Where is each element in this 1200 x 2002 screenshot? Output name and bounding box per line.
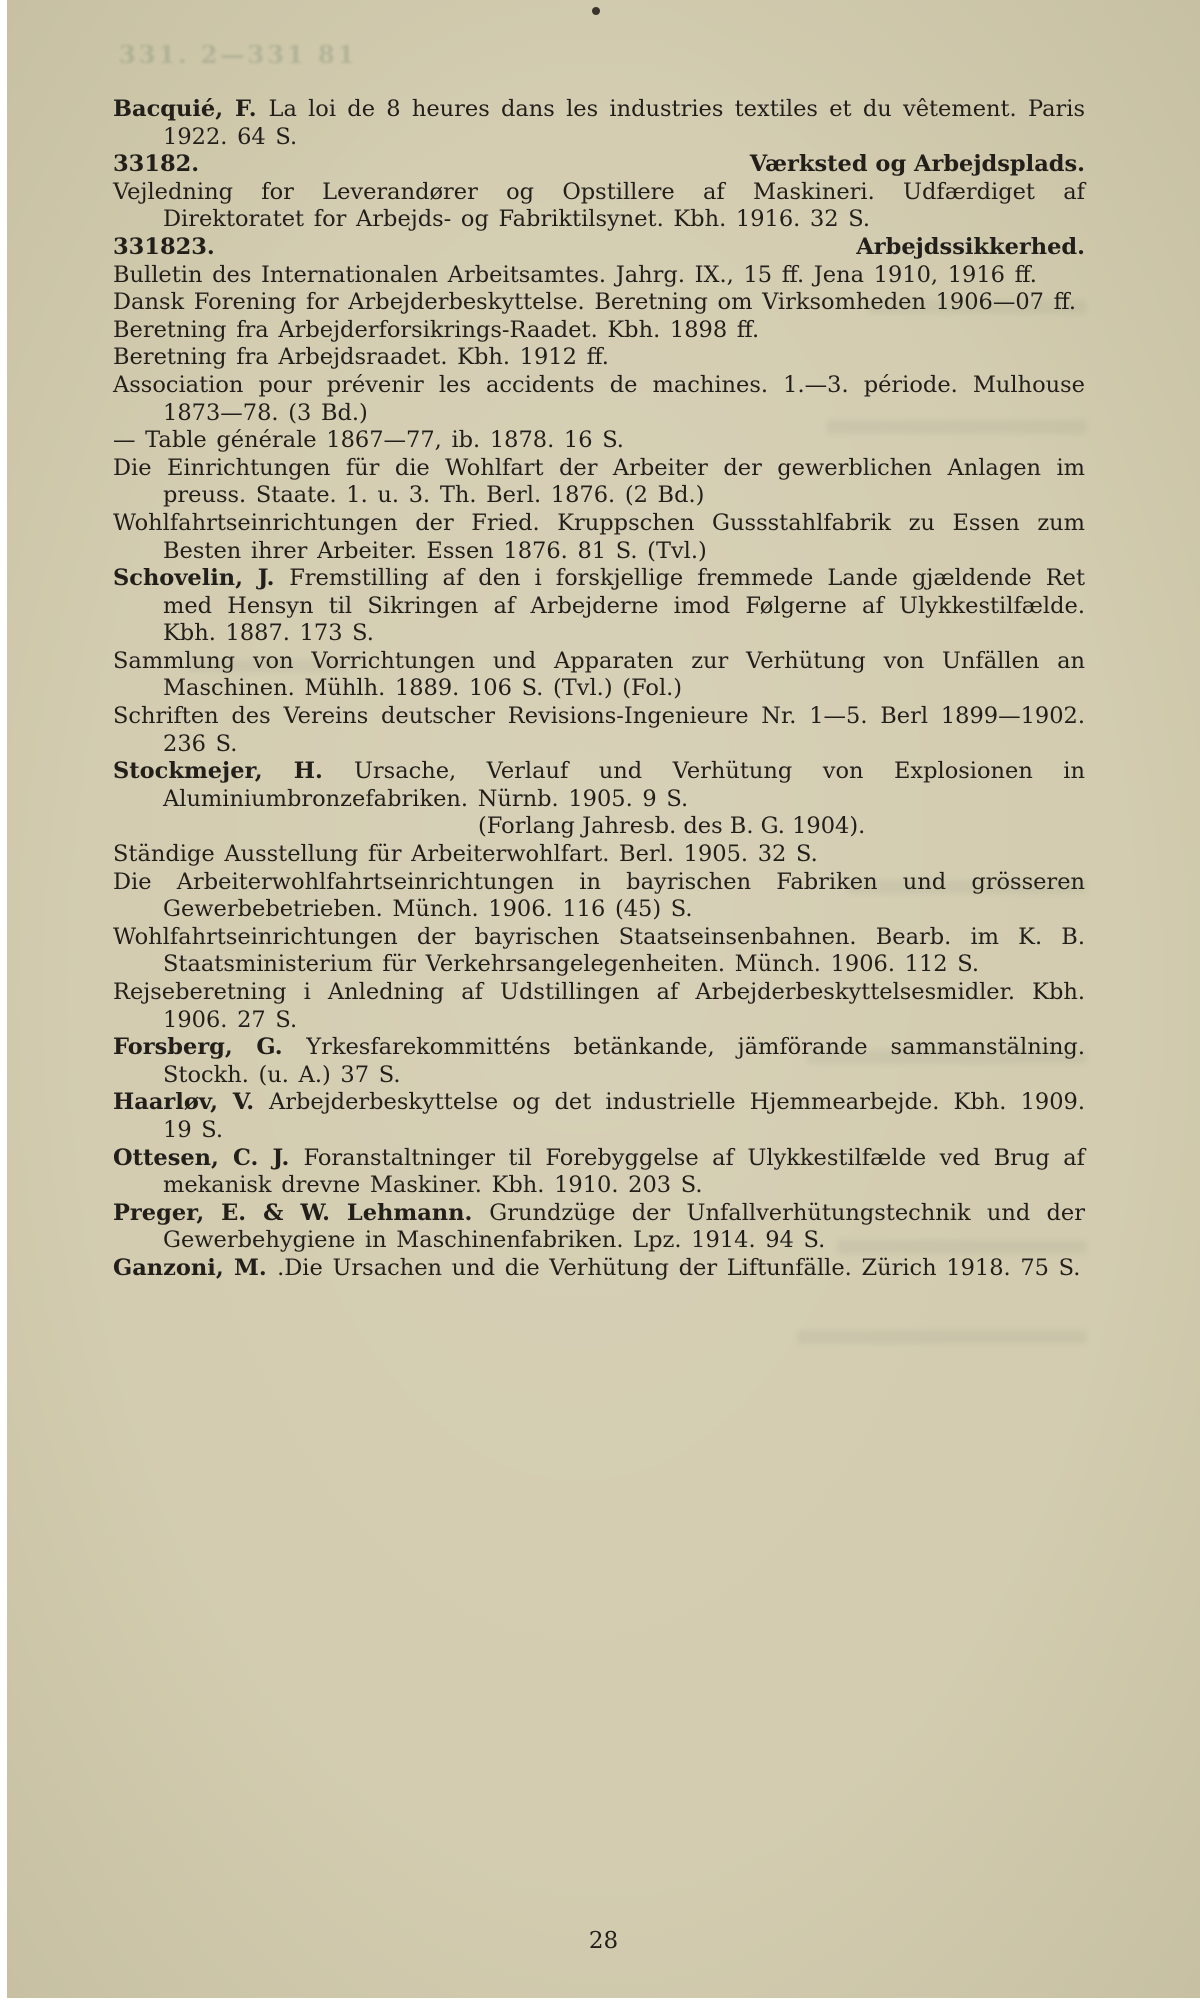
entry-note: (Forlang Jahresb. des B. G. 1904).	[478, 813, 866, 840]
entry-author: Forsberg, G.	[113, 1034, 307, 1061]
bib-entry: Bulletin des Internationalen Arbeitsamtes. Jahrg. IX., 15 ff. Jena 1910, 1916 ff.	[113, 261, 1037, 288]
bib-entry: Dansk Forening for Arbejderbeskyttelse. Beretning om Virksomheden 1906—07 ff.	[113, 289, 1076, 316]
bib-entry: Beretning fra Arbejderforsikrings-Raadet. Kbh. 1898 ff.	[113, 316, 760, 343]
bib-entry: Bacquié, F. La loi de 8 heures dans les industries textiles et du vêtement. Paris 1922. 64 S.	[113, 96, 1085, 150]
entry-author: Ottesen, C. J.	[113, 1144, 304, 1171]
ghost-mark	[797, 1330, 1087, 1344]
bib-entry: Beretning fra Arbejdsraadet. Kbh. 1912 ff.	[113, 344, 609, 371]
bib-entry: Schovelin, J. Fremstilling af den i forskjellige fremmede Lande gjældende Ret med Hensyn til Sikringen af Arbejderne imod Følgerne af Ulykkestilfælde. Kbh. 1887. 173 S.	[113, 565, 1086, 647]
bib-entry: Wohlfahrtseinrichtungen der Fried. Kruppschen Gussstahlfabrik zu Essen zum Besten ihrer Arbeiter. Essen 1876. 81 S. (Tvl.)	[113, 509, 1085, 564]
ink-speck	[592, 7, 600, 15]
section-header	[113, 234, 1085, 262]
bib-entry: Preger, E. & W. Lehmann. Grundzüge der Unfallverhütungstechnik und der Gewerbehygiene in Maschinenfabriken. Lpz. 1914. 94 S.	[113, 1199, 1085, 1254]
entry-author: Haarløv, V.	[113, 1089, 269, 1116]
entry-author: Bacquié, F.	[113, 96, 269, 122]
entry-author: Ganzoni, M.	[113, 1254, 278, 1281]
bib-entry: Wohlfahrtseinrichtungen der bayrischen Staatseinsenbahnen. Bearb. im K. B. Staatsministerium für Verkehrsangelegenheiten. Münch. 1906. 112 S.	[113, 923, 1085, 978]
page	[7, 0, 1200, 1998]
bib-entry: Stockmejer, H. Ursache, Verlauf und Verhütung von Explosionen in Aluminiumbronzefabriken. Nürnb. 1905. 9 S.	[113, 758, 1085, 812]
page-number: 28	[588, 1928, 619, 1954]
bibliography	[113, 96, 1085, 1283]
bib-entry: Association pour prévenir les accidents de machines. 1.—3. période. Mulhouse 1873—78. (3 Bd.)	[113, 371, 1085, 426]
bib-entry: Rejseberetning i Anledning af Udstillingen af Arbejderbeskyttelsesmidler. Kbh. 1906. 27 S.	[113, 979, 1085, 1033]
bib-entry: Ständige Ausstellung für Arbeiterwohlfart. Berl. 1905. 32 S.	[113, 841, 818, 868]
entry-author: Stockmejer, H.	[113, 758, 354, 785]
bib-entry: Die Arbeiterwohlfahrtseinrichtungen in bayrischen Fabriken und grösseren Gewerbebetrieben. Münch. 1906. 116 (45) S.	[113, 868, 1085, 923]
bib-entry: Die Einrichtungen für die Wohlfart der Arbeiter der gewerblichen Anlagen im preuss. Staate. 1. u. 3. Th. Berl. 1876. (2 Bd.)	[113, 454, 1085, 509]
bib-entry: Sammlung von Vorrichtungen und Apparaten zur Verhütung von Unfällen an Maschinen. Mühlh. 1889. 106 S. (Tvl.) (Fol.)	[113, 647, 1085, 702]
section-title: Værksted og Arbejdsplads.	[749, 151, 1085, 178]
entry-author: Schovelin, J.	[113, 565, 290, 592]
entry-author: Preger, E. & W. Lehmann.	[113, 1199, 490, 1226]
bib-entry: Ganzoni, M. .Die Ursachen und die Verhütung der Liftunfälle. Zürich 1918. 75 S.	[113, 1254, 1081, 1281]
bib-entry: Vejledning for Leverandører og Opstillere af Maskineri. Udfærdiget af Direktoratet for Arbejds- og Fabriktilsynet. Kbh. 1916. 32 S.	[113, 178, 1085, 233]
bib-entry: Schriften des Vereins deutscher Revisions-Ingenieure Nr. 1—5. Berl 1899—1902. 236 S.	[113, 703, 1085, 757]
bib-entry: Forsberg, G. Yrkesfarekommitténs betänkande, jämförande sammanstälning. Stockh. (u. A.) 37 S.	[113, 1034, 1085, 1088]
section-header	[113, 151, 1085, 179]
bib-entry: Ottesen, C. J. Foranstaltninger til Forebyggelse af Ulykkestilfælde ved Brug af mekanisk drevne Maskiner. Kbh. 1910. 203 S.	[113, 1144, 1086, 1199]
bib-entry: Haarløv, V. Arbejderbeskyttelse og det industrielle Hjemmearbejde. Kbh. 1909. 19 S.	[113, 1089, 1085, 1143]
bib-entry: — Table générale 1867—77, ib. 1878. 16 S.	[113, 427, 624, 454]
section-title: Arbejdssikkerhed.	[856, 233, 1085, 260]
ghost-header-text: 331. 2—331 81	[119, 40, 358, 69]
section-number: 331823.	[113, 233, 215, 260]
section-number: 33182.	[113, 151, 200, 178]
